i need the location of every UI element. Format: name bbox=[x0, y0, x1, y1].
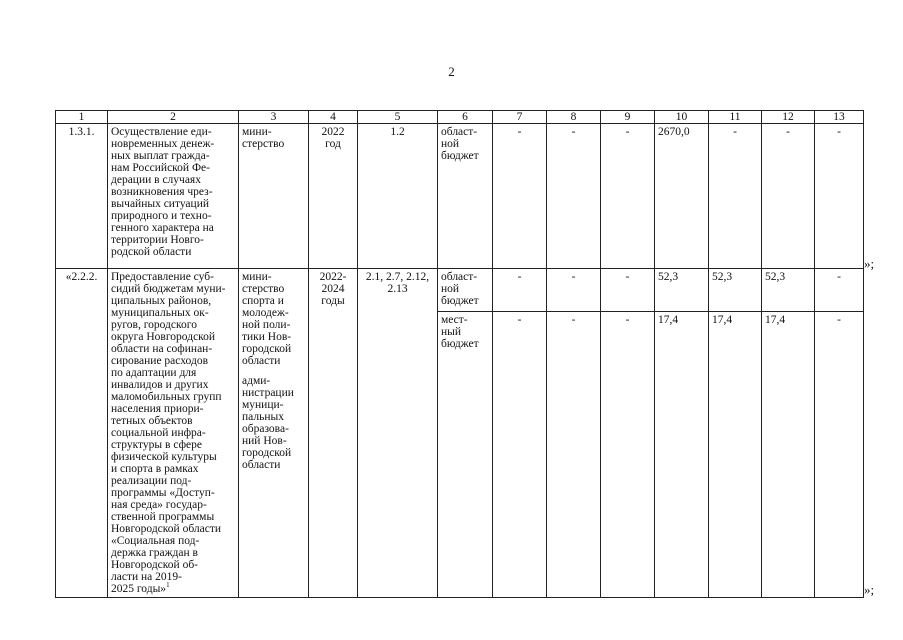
row-executor: мини- стерство bbox=[239, 124, 309, 269]
header-cell: 13 bbox=[815, 111, 864, 124]
executor-municipal: адми- нистрации муници- пальных образова- ний Нов- городской области bbox=[242, 375, 294, 471]
value-cell: 52,3 bbox=[709, 269, 762, 312]
header-row bbox=[56, 111, 864, 124]
closing-quote-1: »; bbox=[864, 256, 875, 271]
value-cell: - bbox=[601, 311, 655, 597]
header-cell: 12 bbox=[762, 111, 815, 124]
row-description bbox=[108, 269, 239, 598]
header-cell: 10 bbox=[655, 111, 709, 124]
value-cell: - bbox=[547, 124, 601, 269]
header-cell: 1 bbox=[56, 111, 108, 124]
value-cell: - bbox=[815, 269, 864, 312]
table-row bbox=[56, 269, 864, 312]
row-target: 2.1, 2.7, 2.12, 2.13 bbox=[358, 269, 438, 598]
header-cell: 9 bbox=[601, 111, 655, 124]
value-cell: - bbox=[601, 269, 655, 312]
header-cell: 6 bbox=[438, 111, 493, 124]
value-cell: - bbox=[547, 311, 601, 597]
header-cell: 4 bbox=[309, 111, 358, 124]
closing-quote-2: »; bbox=[864, 582, 875, 597]
value-cell: - bbox=[815, 311, 864, 597]
value-cell: 17,4 bbox=[709, 311, 762, 597]
row-number: 1.3.1. bbox=[56, 124, 108, 269]
value-cell: 52,3 bbox=[762, 269, 815, 312]
row-executor bbox=[239, 269, 309, 598]
value-cell: 52,3 bbox=[655, 269, 709, 312]
value-cell: - bbox=[762, 124, 815, 269]
value-cell: 17,4 bbox=[655, 311, 709, 597]
header-cell: 3 bbox=[239, 111, 309, 124]
table-row bbox=[56, 124, 864, 269]
row-period: 2022- 2024 годы bbox=[309, 269, 358, 598]
program-table bbox=[55, 110, 864, 598]
value-cell: - bbox=[815, 124, 864, 269]
value-cell: - bbox=[493, 311, 547, 597]
header-cell: 5 bbox=[358, 111, 438, 124]
row-description: Осуществление еди- новременных денеж- ных выплат гражда- нам Российской Фе- дерации в случаях возникновения чрез- вычайных ситуаций природного и техно- генного характера на территории Новго- родской области bbox=[108, 124, 239, 269]
footnote-mark: 1 bbox=[166, 581, 170, 590]
value-cell: 2670,0 bbox=[655, 124, 709, 269]
value-cell: - bbox=[709, 124, 762, 269]
value-cell: 17,4 bbox=[762, 311, 815, 597]
page-number: 2 bbox=[448, 64, 455, 79]
header-cell: 8 bbox=[547, 111, 601, 124]
row-source: област- ной бюджет bbox=[438, 269, 493, 312]
header-cell: 11 bbox=[709, 111, 762, 124]
value-cell: - bbox=[493, 269, 547, 312]
header-cell: 2 bbox=[108, 111, 239, 124]
executor-ministry: мини- стерство спорта и молодеж- ной поли- тики Нов- городской области bbox=[242, 271, 292, 367]
header-cell: 7 bbox=[493, 111, 547, 124]
row-description-text: Предоставление суб- сидий бюджетам муни- ципальных районов, муниципальных ок- ругов, городского округа Новгородской области на софинан- сирование расходов по адаптации для инвалидов и других маломобильных групп населения приори- тетных объектов социальной инфра- структуры в сфере физической культуры и спорта в рамках реализации под- программы «Доступ- ная среда» государ- ственной программы Новгородской области «Социальная под- держка граждан в Новгородской об- ласти на 2019- 2025 годы» bbox=[111, 271, 226, 595]
row-target: 1.2 bbox=[358, 124, 438, 269]
row-source: област- ной бюджет bbox=[438, 124, 493, 269]
row-source: мест- ный бюджет bbox=[438, 311, 493, 597]
value-cell: - bbox=[493, 124, 547, 269]
row-period: 2022 год bbox=[309, 124, 358, 269]
row-number: «2.2.2. bbox=[56, 269, 108, 598]
value-cell: - bbox=[601, 124, 655, 269]
value-cell: - bbox=[547, 269, 601, 312]
